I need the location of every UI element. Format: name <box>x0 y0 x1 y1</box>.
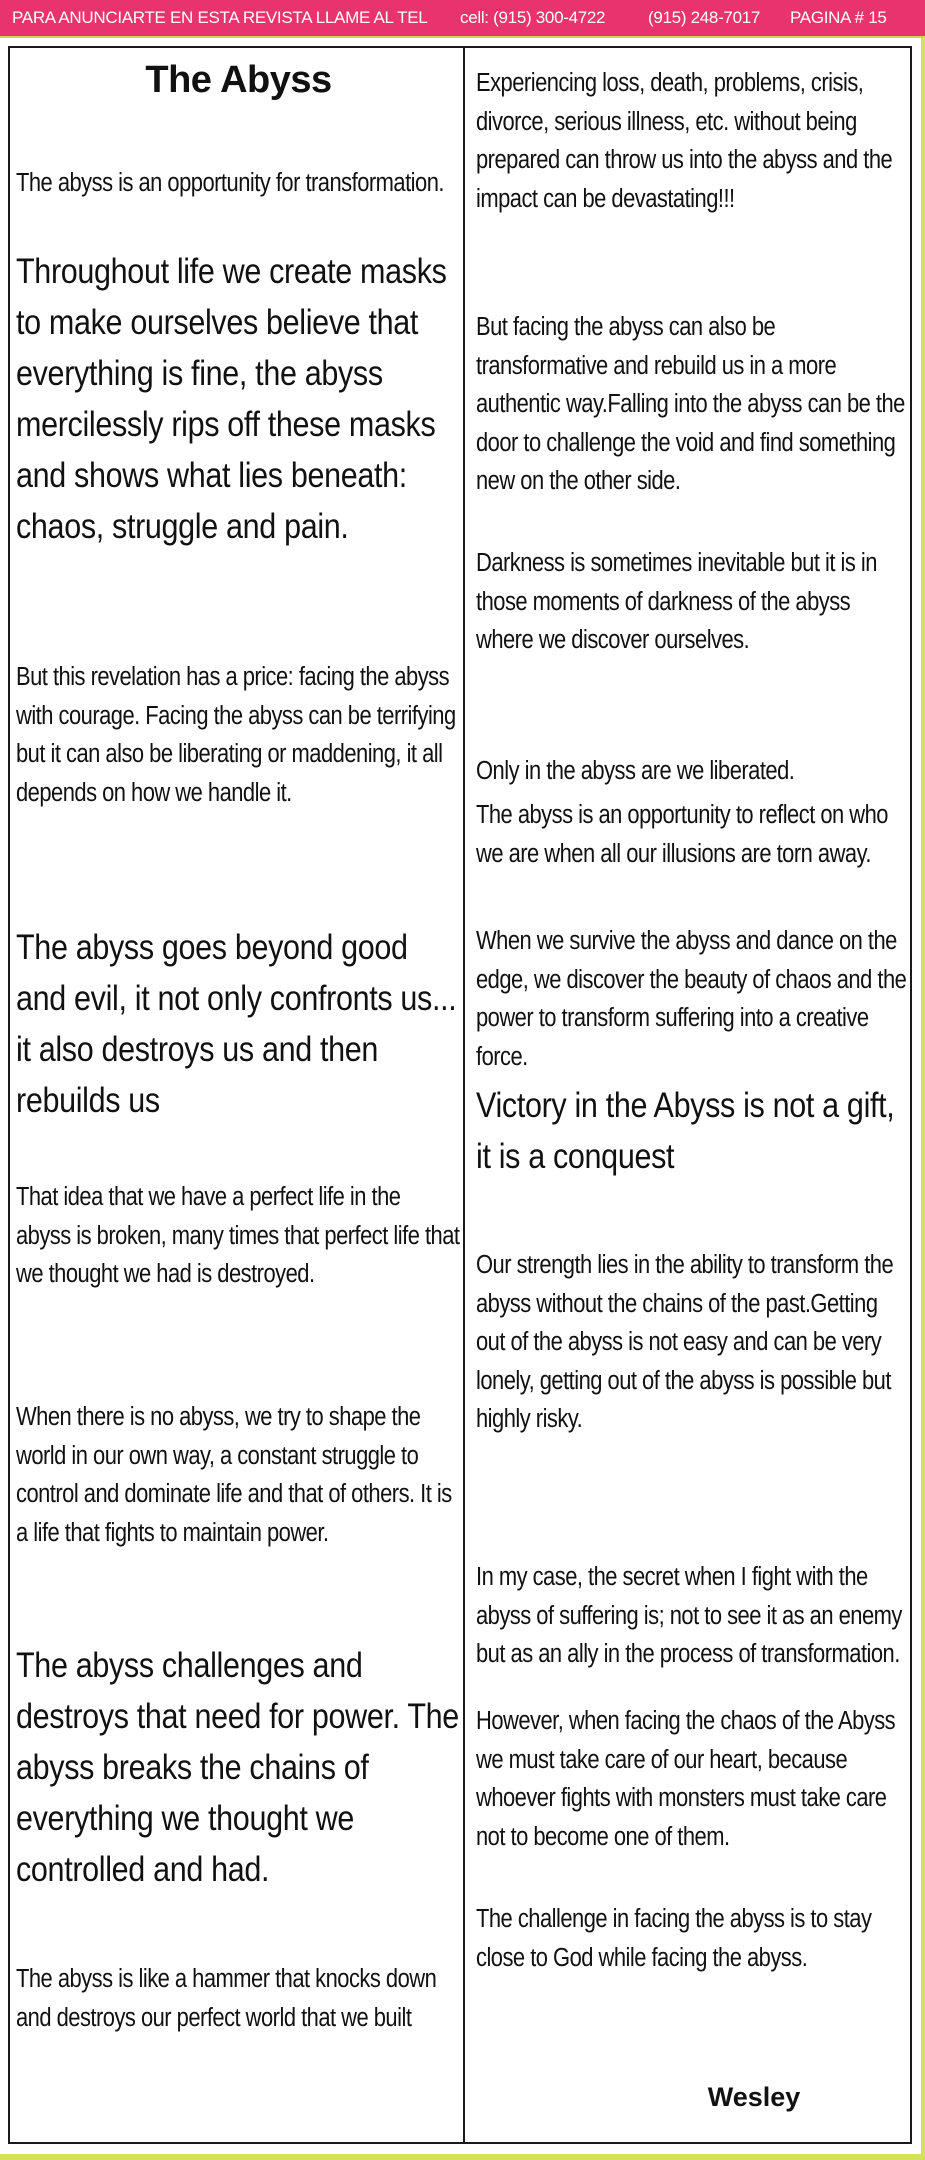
paragraph: The abyss is an opportunity for transformation. <box>16 169 444 197</box>
paragraph: When we survive the abyss and dance on the edge, we discover the beauty of chaos and the power to transform suffering into a creative force. <box>476 927 907 1071</box>
column-divider <box>463 46 465 2144</box>
paragraph: But facing the abyss can also be transformative and rebuild us in a more authentic way.Falling into the abyss can be the door to challenge the void and find something new on the other side. <box>476 313 905 495</box>
page-number: PAGINA # 15 <box>790 8 887 27</box>
header-banner <box>0 0 925 38</box>
page-bottom-decoration <box>0 2154 925 2160</box>
pull-quote: Throughout life we create masks to make ourselves believe that everything is fine, the abyss mercilessly rips off these masks and shows what lies beneath: chaos, struggle and pain. <box>16 251 447 546</box>
paragraph: When there is no abyss, we try to shape the world in our own way, a constant struggle to control and dominate life and that of others. It is a life that fights to maintain power. <box>16 1403 452 1547</box>
cell-phone: cell: (915) 300-4722 <box>460 8 606 27</box>
pull-quote: The abyss challenges and destroys that need for power. The abyss breaks the chains of everything we thought we controlled and had. <box>16 1645 459 1889</box>
paragraph: Darkness is sometimes inevitable but it is in those moments of darkness of the abyss where we discover ourselves. <box>476 549 877 654</box>
paragraph: However, when facing the chaos of the Abyss we must take care of our heart, because whoever fights with monsters must take care not to become one of them. <box>476 1707 896 1851</box>
page-edge-decoration <box>921 38 925 2160</box>
author-signature: Wesley <box>707 2082 801 2112</box>
phone-number: (915) 248-7017 <box>648 8 761 27</box>
pull-quote: Victory in the Abyss is not a gift, it is a conquest <box>476 1085 895 1176</box>
paragraph: But this revelation has a price: facing the abyss with courage. Facing the abyss can be terrifying but it can also be liberating or maddening, it all depends on how we handle it. <box>16 663 456 807</box>
advert-text: PARA ANUNCIARTE EN ESTA REVISTA LLAME AL TEL <box>12 8 428 27</box>
paragraph: That idea that we have a perfect life in the abyss is broken, many times that perfect life that we thought we had is destroyed. <box>16 1183 460 1288</box>
paragraph: Our strength lies in the ability to transform the abyss without the chains of the past.Getting out of the abyss is not easy and can be very lonely, getting out of the abyss is possible but highly risky. <box>476 1251 894 1433</box>
article-title: The Abyss <box>145 59 332 101</box>
pull-quote: The abyss goes beyond good and evil, it not only confronts us... it also destroys us and then rebuilds us <box>16 927 457 1120</box>
paragraph: In my case, the secret when I fight with the abyss of suffering is; not to see it as an enemy but as an ally in the process of transformation. <box>476 1563 902 1668</box>
paragraph: Only in the abyss are we liberated. <box>476 757 795 785</box>
paragraph: The abyss is an opportunity to reflect on who we are when all our illusions are torn away. <box>476 801 888 868</box>
paragraph: Experiencing loss, death, problems, crisis, divorce, serious illness, etc. without being prepared can throw us into the abyss and the impact can be devastating!!! <box>476 69 893 213</box>
paragraph: The challenge in facing the abyss is to stay close to God while facing the abyss. <box>476 1905 872 1972</box>
paragraph: The abyss is like a hammer that knocks down and destroys our perfect world that we built <box>16 1965 437 2032</box>
